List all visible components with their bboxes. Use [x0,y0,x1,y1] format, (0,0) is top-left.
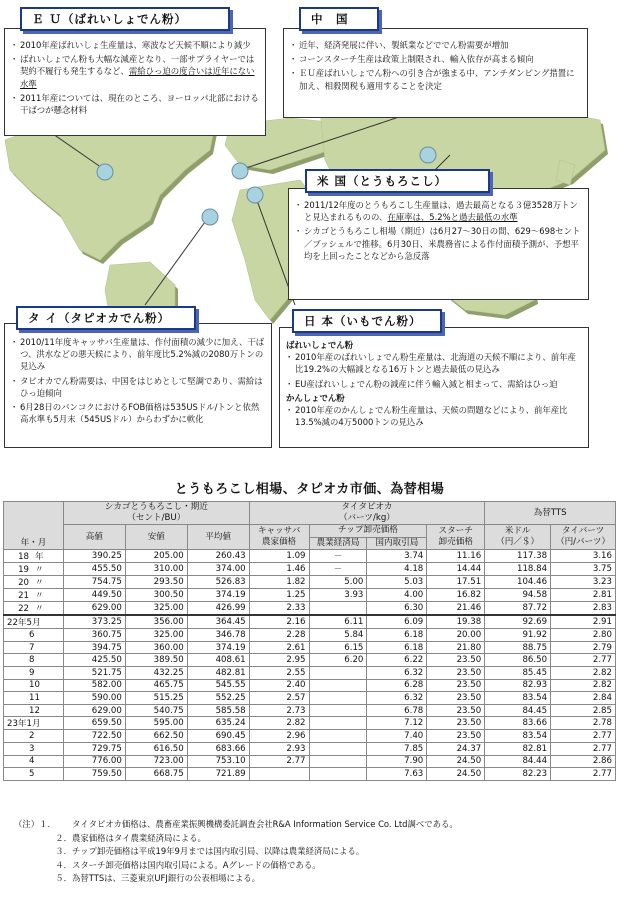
table-cell: 2.77 [551,768,616,781]
eu-bullet-2: ・ ばれいしょでん粉も大幅な減産となり、一部サプライヤーでは契約不履行も発生するなど、需給ひっ迫の度合いは近年にない水準 [20,53,259,90]
table-cell: 84.45 [485,704,551,717]
table-cell: 3.23 [551,576,616,589]
table-cell: － [309,550,367,563]
table-cell: 521.75 [63,666,125,679]
table-cell: 3.93 [309,589,367,602]
table-cell: 2.91 [551,615,616,629]
japan-panel [279,327,589,448]
table-cell: 465.75 [125,679,187,692]
row-period: 22 〃 [4,602,64,616]
table-cell: 6.22 [367,654,427,667]
row-period: 21 〃 [4,589,64,602]
table-cell: 582.00 [63,679,125,692]
table-cell: 662.50 [125,730,187,743]
thailand-bullet-2: ・ タピオカでん粉需要は、中国をはじめとして堅調であり、需給はひっ迫傾向 [20,375,265,399]
table-cell: 24.37 [427,742,485,755]
row-period: 19 〃 [4,563,64,576]
table-cell: 394.75 [63,641,125,654]
eu-bullet-3: ・ 2011年産については、現在のところ、ヨーロッパ北部における干ばつが懸念材料 [20,92,259,116]
row-period: 2 [4,730,64,743]
table-cell: 526.83 [187,576,249,589]
table-cell: 260.43 [187,550,249,563]
table-cell: 2.78 [551,717,616,730]
china-panel [283,28,588,118]
japan-header: 日 本（いもでん粉） [292,309,442,333]
table-row [4,563,616,576]
table-cell [309,666,367,679]
table-cell: 24.50 [427,755,485,768]
table-cell: 6.78 [367,704,427,717]
table-row [4,679,616,692]
usa-panel [288,188,589,300]
table-cell: 2.82 [551,679,616,692]
table-cell: 82.81 [485,742,551,755]
china-bullet-2: ・ コーンスターチ生産は政策上制限され、輸入依存が高まる傾向 [299,53,581,65]
table-cell: 82.23 [485,768,551,781]
row-period: 5 [4,768,64,781]
usa-bullet-2: ・ シカゴとうもろこし相場（期近）は6月27～30日の間、629～698セント／ブッシェルで推移。6月30日、米農務省による作付面積予測が、予想平均を上回ったことなどから急反落 [304,225,582,262]
table-cell: 6.15 [309,641,367,654]
table-cell: 5.00 [309,576,367,589]
note-4: ４． スターチ卸売価格は国内取引局による。Aグレードの価格である。 [55,859,321,870]
table-cell: 6.32 [367,692,427,705]
table-cell: 6.32 [367,666,427,679]
table-row [4,704,616,717]
header-high: 高値 [63,525,125,550]
row-period: 22年5月 [4,615,64,629]
table-cell: 4.00 [367,589,427,602]
japan-bullet-1: ・ 2010年産のばれいしょでん粉生産量は、北海道の天候不順により、前年産比19.2%の大幅減となる16万トンと過去最低の見込み [295,351,582,375]
table-cell: 364.45 [187,615,249,629]
thailand-header: タ イ（タピオカでん粉） [16,306,196,330]
table-notes [14,818,458,886]
table-cell: 425.50 [63,654,125,667]
row-period: 10 [4,679,64,692]
table-cell: 408.61 [187,654,249,667]
eu-marker [97,164,113,180]
thailand-marker [202,209,218,225]
table-cell: 389.50 [125,654,187,667]
japan-subheading-potato: ばれいしょでん粉 [286,340,353,350]
table-cell: 7.90 [367,755,427,768]
table-cell: 2.82 [249,717,309,730]
table-cell: 83.66 [485,717,551,730]
table-cell: 11.16 [427,550,485,563]
table-cell: 2.79 [551,641,616,654]
row-period: 9 [4,666,64,679]
table-cell: 6.30 [367,602,427,616]
japan-bullet-3: ・ 2010年産のかんしょでん粉生産量は、天候の問題などにより、前年産比13.5%減の4万5000トンの見込み [295,404,582,428]
table-cell: 23.50 [427,666,485,679]
table-cell [309,768,367,781]
table-cell: 94.58 [485,589,551,602]
table-cell [309,704,367,717]
note-5: ５． 為替TTSは、三菱東京UFJ銀行の公表相場による。 [55,873,260,883]
table-row [4,768,616,781]
table-row [4,717,616,730]
thailand-panel [4,323,272,448]
usa-header: 米 国（とうもろこし） [305,169,490,193]
table-cell: 2.95 [249,654,309,667]
table-cell: 595.00 [125,717,187,730]
price-table [3,501,616,781]
table-cell: 2.81 [551,589,616,602]
table-cell: 23.50 [427,717,485,730]
note-2: ２． 農家価格はタイ農業経済局による。 [55,832,206,843]
china-header: 中 国 [299,7,379,31]
header-average: 平均値 [187,525,249,550]
table-cell: 3.16 [551,550,616,563]
table-cell: 6.11 [309,615,367,629]
usa-bullet-1: ・ 2011/12年度のとうもろこし生産量は、過去最高となる３億3528万トンと見込まれるものの、在庫率は、5.2%と過去最低の水準 [304,199,582,223]
table-row [4,550,616,563]
table-cell: 2.93 [249,742,309,755]
row-period: 4 [4,755,64,768]
table-cell: 2.83 [551,602,616,616]
table-cell [309,755,367,768]
table-cell: 293.50 [125,576,187,589]
table-cell: 683.66 [187,742,249,755]
usa-marker [420,147,436,163]
thailand-bullet-3: ・ 6月28日のバンコクにおけるFOB価格は535USドル/トンと依然高水準も5月末（545USドル）からわずかに軟化 [20,401,265,425]
table-cell [309,679,367,692]
table-cell [309,730,367,743]
table-cell: 16.82 [427,589,485,602]
table-cell: 721.89 [187,768,249,781]
row-period: 11 [4,692,64,705]
table-cell: 1.46 [249,563,309,576]
header-chip-domestic: 国内取引局 [367,537,427,550]
table-row [4,589,616,602]
china-bullet-1: ・ 近年、経済発展に伴い、製紙業などででん粉需要が増加 [299,39,581,51]
table-cell: 6.18 [367,641,427,654]
table-cell: 6.28 [367,679,427,692]
header-usd: 米ドル （円／＄） [485,525,551,550]
table-cell: 117.38 [485,550,551,563]
table-cell: 356.00 [125,615,187,629]
table-cell: 6.18 [367,629,427,642]
eu-bullet-1: ・ 2010年産ばれいしょ生産量は、寒波など天候不順により減少 [20,39,259,51]
row-period: 8 [4,654,64,667]
table-row [4,576,616,589]
note-3: ３． チップ卸売価格は平成19年9月までは国内取引局、以降は農業経済局による。 [55,846,365,856]
row-period: 18 年 [4,550,64,563]
header-chicago: シカゴとうもろこし・期近 （セント/BU） [63,502,249,525]
table-cell: 629.00 [63,602,125,616]
table-cell: 729.75 [63,742,125,755]
table-cell: 753.10 [187,755,249,768]
table-cell: 2.77 [249,755,309,768]
note-1: （注）１． タイタピオカ価格は、農畜産業振興機構委託調査会社R&A Information Service Co. Ltd調べである。 [14,819,458,829]
table-cell: 3.74 [367,550,427,563]
table-cell: 205.00 [125,550,187,563]
table-row [4,654,616,667]
row-period: 20 〃 [4,576,64,589]
table-cell: 24.50 [427,768,485,781]
table-cell: 590.00 [63,692,125,705]
table-row [4,692,616,705]
header-low: 安値 [125,525,187,550]
table-cell: 5.03 [367,576,427,589]
table-cell: 2.28 [249,629,309,642]
table-cell: 2.73 [249,704,309,717]
table-cell: 1.25 [249,589,309,602]
table-cell: 455.50 [63,563,125,576]
table-cell: 20.00 [427,629,485,642]
table-cell: 118.84 [485,563,551,576]
table-cell: 2.85 [551,704,616,717]
table-cell: 82.93 [485,679,551,692]
table-cell: 374.19 [187,641,249,654]
header-cassava: キャッサバ 農家価格 [249,525,309,550]
table-cell: 300.50 [125,589,187,602]
table-cell: 2.77 [551,654,616,667]
table-row [4,755,616,768]
table-cell: 776.00 [63,755,125,768]
table-cell: 6.20 [309,654,367,667]
eu-header: Ｅ Ｕ（ばれいしょでん粉） [20,7,230,31]
row-period: 12 [4,704,64,717]
table-cell: 346.78 [187,629,249,642]
table-cell: 3.75 [551,563,616,576]
header-tapioca: タイタピオカ （バーツ/kg） [249,502,485,525]
table-cell: 1.82 [249,576,309,589]
table-cell: 7.40 [367,730,427,743]
table-cell: 616.50 [125,742,187,755]
table-cell: 86.50 [485,654,551,667]
table-cell: 7.12 [367,717,427,730]
table-cell: 545.55 [187,679,249,692]
table-row [4,602,616,616]
table-cell: 360.00 [125,641,187,654]
table-cell: 88.75 [485,641,551,654]
table-cell: 659.50 [63,717,125,730]
table-cell: 374.19 [187,589,249,602]
row-period: 3 [4,742,64,755]
china-marker [232,163,248,179]
table-cell: 2.77 [551,730,616,743]
table-row [4,666,616,679]
table-cell: 21.80 [427,641,485,654]
table-row [4,641,616,654]
table-cell: 2.57 [249,692,309,705]
table-cell: 585.58 [187,704,249,717]
header-tts: 為替TTS [485,502,616,525]
table-cell: 754.75 [63,576,125,589]
table-cell: 4.18 [367,563,427,576]
table-row [4,730,616,743]
table-cell: － [309,563,367,576]
table-cell: 629.00 [63,704,125,717]
row-period: 23年1月 [4,717,64,730]
table-cell: 723.00 [125,755,187,768]
table-cell: 449.50 [63,589,125,602]
table-cell [309,742,367,755]
japan-subheading-sweetpotato: かんしょでん粉 [286,392,345,403]
table-cell: 17.51 [427,576,485,589]
table-cell: 2.77 [551,742,616,755]
table-row [4,742,616,755]
header-year-month: 年・月 [4,502,64,550]
table-cell: 325.00 [125,602,187,616]
table-cell: 2.86 [551,755,616,768]
table-cell: 83.54 [485,692,551,705]
table-cell: 2.82 [551,666,616,679]
table-cell: 2.55 [249,666,309,679]
table-cell: 104.46 [485,576,551,589]
table-cell: 85.45 [485,666,551,679]
table-cell: 19.38 [427,615,485,629]
table-cell: 23.50 [427,692,485,705]
table-cell [249,768,309,781]
table-cell: 2.84 [551,692,616,705]
japan-bullet-2: ・ EU産ばれいしょでん粉の減産に伴う輸入減と相まって、需給はひっ迫 [295,378,582,390]
table-row [4,615,616,629]
table-cell: 373.25 [63,615,125,629]
table-cell: 83.54 [485,730,551,743]
table-cell: 540.75 [125,704,187,717]
table-cell: 635.24 [187,717,249,730]
table-cell: 2.33 [249,602,309,616]
table-cell: 5.84 [309,629,367,642]
table-cell: 552.25 [187,692,249,705]
table-cell: 390.25 [63,550,125,563]
header-thb: タイバーツ （円/バーツ） [551,525,616,550]
table-cell [309,602,367,616]
table-cell: 87.72 [485,602,551,616]
table-cell: 325.00 [125,629,187,642]
row-period: 6 [4,629,64,642]
header-chip: チップ卸売価格 [309,525,427,538]
table-cell: 2.80 [551,629,616,642]
japan-marker [247,187,263,203]
thailand-bullet-1: ・ 2010/11年度キャッサバ生産量は、作付面積の減少に加え、干ばつ、洪水などの悪天候により、前年度比5.2%減の2080万トンの見込み [20,336,265,373]
table-cell: 759.50 [63,768,125,781]
table-cell: 92.69 [485,615,551,629]
table-cell: 6.09 [367,615,427,629]
table-cell: 668.75 [125,768,187,781]
table-cell: 2.40 [249,679,309,692]
table-cell: 7.63 [367,768,427,781]
table-cell: 23.50 [427,679,485,692]
table-cell [309,692,367,705]
table-cell: 2.61 [249,641,309,654]
table-row [4,629,616,642]
table-cell: 360.75 [63,629,125,642]
table-cell: 84.44 [485,755,551,768]
table-cell: 482.81 [187,666,249,679]
table-cell: 374.00 [187,563,249,576]
china-bullet-3: ・ ＥＵ産ばれいしょでん粉への引き合が強まる中、アンチダンピング措置に加え、相殺関税も適用することを決定 [299,67,581,91]
table-cell: 432.25 [125,666,187,679]
table-cell: 1.09 [249,550,309,563]
table-cell: 7.85 [367,742,427,755]
table-cell: 722.50 [63,730,125,743]
eu-panel [4,28,266,136]
table-cell: 14.44 [427,563,485,576]
table-title: とうもろこし相場、タピオカ市価、為替相場 [174,482,445,497]
table-cell: 91.92 [485,629,551,642]
header-starch: スターチ 卸売価格 [427,525,485,550]
row-period: 7 [4,641,64,654]
table-cell: 426.99 [187,602,249,616]
table-cell [309,717,367,730]
table-cell: 23.50 [427,654,485,667]
table-cell: 21.46 [427,602,485,616]
table-cell: 23.50 [427,730,485,743]
table-cell: 23.50 [427,704,485,717]
table-cell: 2.96 [249,730,309,743]
table-cell: 310.00 [125,563,187,576]
table-cell: 690.45 [187,730,249,743]
header-chip-agri: 農業経済局 [309,537,367,550]
table-cell: 2.16 [249,615,309,629]
table-cell: 515.25 [125,692,187,705]
